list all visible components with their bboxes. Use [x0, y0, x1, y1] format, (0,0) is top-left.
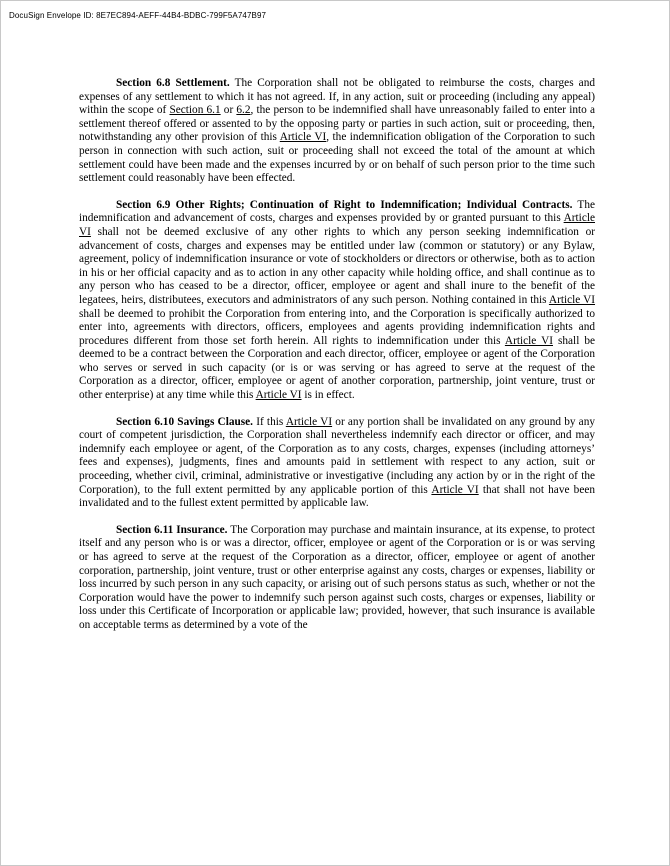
body-text: The Corporation may purchase and maintain insurance, at its expense, to protect itself and any person who is or was a director, officer, employee or agent of the Corporation or is or was serving or has agreed to serve at the request of the Corporation as a director, officer, employee or agent of another corporation, partnership, joint venture, trust or other enterprise against any costs, charges or expenses, liability or loss incurred by such person in any such capacity, or arising out of such persons status as such, whether or not the Corporation would have the power to indemnify such person against such costs, charges or expenses, liability or loss under this Certificate of Incorporation or applicable law; provided, however, that such insurance is available on acceptable terms as determined by a vote of the — [79, 523, 596, 631]
body-text: or — [220, 104, 237, 117]
body-text: shall be deemed to prohibit the Corporation from entering into, and the Corporation is specifically authorized to enter into, agreements with directors, officers, employees and agents providing indemnification rights and procedures different from those set forth herein. All rights to indemnification under this — [79, 307, 595, 347]
document-body — [79, 77, 595, 646]
body-text: shall not be deemed exclusive of any other rights to which any person seeking indemnification or advancement of costs, charges and expenses may be entitled under law (common or statutory) or any Bylaw, agreement, policy of indemnification insurance or vote of stockholders or directors or otherwise, both as to action in his or her official capacity and as to action in any other capacity while holding office, and shall continue as to any person who has ceased to be a director, officer, employee or agent and shall inure to the benefit of the legatees, heirs, distributees, executors and administrators of any such person. Nothing contained in this — [79, 225, 595, 306]
envelope-id: DocuSign Envelope ID: 8E7EC894-AEFF-44B4-BDBC-799F5A747B97 — [9, 11, 267, 20]
section-heading: Section 6.11 Insurance. — [116, 523, 228, 536]
cross-reference: Article VI — [548, 293, 596, 306]
cross-reference: Article VI — [79, 212, 595, 238]
section-heading: Section 6.8 Settlement. — [116, 77, 230, 89]
cross-reference: 6.2 — [236, 104, 251, 117]
body-text: The Corporation shall not be obligated to reimburse the costs, charges and expenses of any settlement to which it has not agreed. If, in any action, suit or proceeding (including any appeal) within the scope of — [79, 77, 595, 117]
section-heading: Section 6.9 Other Rights; Continuation of Right to Indemnification; Individual Contracts. — [116, 198, 573, 211]
cross-reference: Section 6.1 — [169, 104, 221, 117]
paragraph — [79, 416, 595, 511]
body-text: , the indemnification obligation of the Corporation to such person in connection with such action, suit or proceeding shall not exceed the total of the amount at which settlement could have been made and the expenses incurred by or on behalf of such person prior to the time such settlement could reasonably have been effected. — [79, 131, 596, 185]
body-text: If this — [253, 415, 286, 428]
body-text: is in effect. — [301, 389, 355, 402]
cross-reference: Article VI — [255, 389, 302, 402]
cross-reference: Article VI — [285, 415, 333, 428]
paragraph — [79, 199, 595, 403]
body-text: that shall not have been invalidated and to the fullest extent permitted by applicable law. — [79, 483, 596, 510]
body-text: , the person to be indemnified shall have unreasonably failed to enter into a settlement thereof offered or assented to by the opposing party or parties in such action, suit or proceeding, then, notwithstanding any other provision of this — [79, 104, 595, 144]
paragraph — [79, 524, 595, 633]
paragraph — [79, 77, 595, 186]
cross-reference: Article VI — [504, 334, 553, 347]
body-text: shall be deemed to be a contract between the Corporation and each director, officer, employee or agent of the Corporation who serves or served in such capacity (or is or was serving or has agreed to serve at the request of the Corporation as a director, officer, employee or agent of another corporation, partnership, joint venture, trust or other enterprise) at any time while this — [79, 334, 596, 402]
cross-reference: Article VI — [431, 483, 479, 496]
cross-reference: Article VI — [279, 131, 327, 144]
section-heading: Section 6.10 Savings Clause. — [116, 415, 254, 428]
body-text: The indemnification and advancement of costs, charges and expenses provided by or granted pursuant to this — [79, 198, 595, 225]
body-text: or any portion shall be invalidated on any ground by any court of competent jurisdiction, the Corporation shall nevertheless indemnify each director or officer, and may indemnify each employee or agent, of the Corporation as to any costs, charges, expenses (including attorneys’ fees and expenses), judgments, fines and amounts paid in settlement with respect to any action, suit or proceeding, whether civil, criminal, administrative or investigative (including any action by or in the right of the Corporation), to the full extent permitted by any applicable portion of this — [79, 415, 595, 496]
